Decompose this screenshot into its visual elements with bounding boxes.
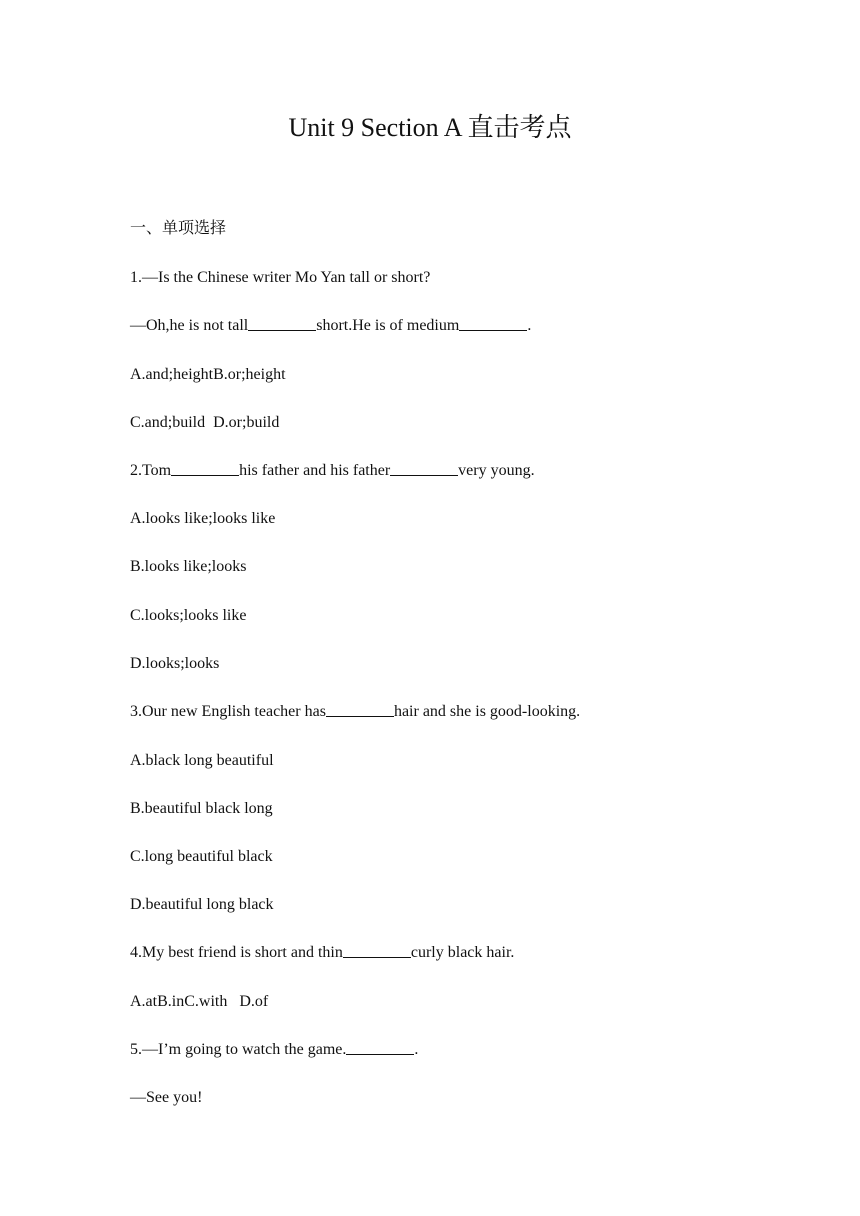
answer-blank bbox=[343, 943, 411, 958]
question-4-options: A.atB.inC.with D.of bbox=[130, 993, 269, 1010]
question-2-option-b: B.looks like;looks bbox=[130, 558, 247, 575]
question-1-option-line-1: A.and;heightB.or;height bbox=[130, 366, 286, 383]
question-3-option-b: B.beautiful black long bbox=[130, 800, 273, 817]
question-2-option-c: C.looks;looks like bbox=[130, 607, 247, 624]
answer-blank bbox=[171, 461, 239, 476]
answer-blank bbox=[346, 1040, 414, 1055]
question-1-stem: 1.—Is the Chinese writer Mo Yan tall or short? bbox=[130, 269, 431, 286]
section-heading: 一、单项选择 bbox=[130, 220, 227, 237]
answer-blank bbox=[390, 461, 458, 476]
answer-blank bbox=[248, 316, 316, 331]
question-1-option-line-2: C.and;build D.or;build bbox=[130, 414, 280, 431]
question-5-reply: —See you! bbox=[130, 1089, 203, 1106]
question-2-stem: 2.Tom his father and his father very young. bbox=[130, 462, 535, 479]
page-title: Unit 9 Section A 直击考点 bbox=[288, 113, 572, 142]
question-2-option-d: D.looks;looks bbox=[130, 655, 220, 672]
answer-blank bbox=[459, 316, 527, 331]
question-1-line2: —Oh,he is not tall short.He is of medium . bbox=[130, 317, 532, 334]
question-2-option-a: A.looks like;looks like bbox=[130, 510, 276, 527]
question-3-stem: 3.Our new English teacher has hair and she is good-looking. bbox=[130, 703, 581, 720]
question-3-option-a: A.black long beautiful bbox=[130, 752, 274, 769]
question-3-option-c: C.long beautiful black bbox=[130, 848, 273, 865]
question-3-option-d: D.beautiful long black bbox=[130, 896, 274, 913]
answer-blank bbox=[326, 702, 394, 717]
question-5-stem: 5.—I’m going to watch the game. . bbox=[130, 1041, 419, 1058]
question-4-stem: 4.My best friend is short and thin curly black hair. bbox=[130, 944, 515, 961]
